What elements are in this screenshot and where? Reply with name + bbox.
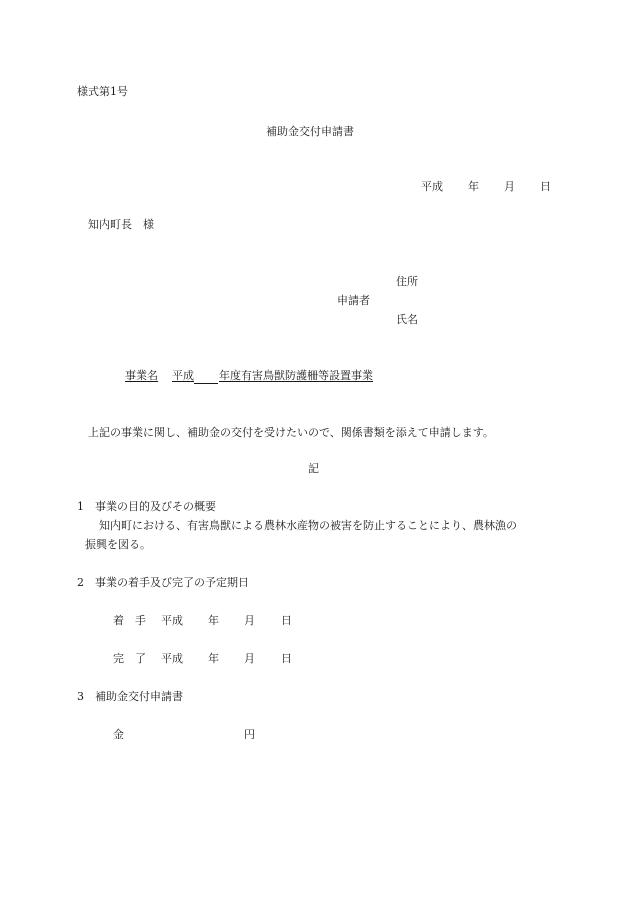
amount-yen: 円 [244,728,255,741]
section-1-line2: 振興を図る。 [85,538,151,551]
date-year: 年 [468,180,479,193]
applicant-label: 申請者 [337,294,370,307]
finish-day: 日 [281,652,292,665]
project-label: 事業名 [125,369,158,382]
amount-kin: 金 [113,728,124,741]
section-1-line1: 知内町における、有害鳥獣による農林水産物の被害を防止することにより、農林漁の [99,519,517,532]
finish-label: 完 了 [113,652,146,665]
start-era: 平成 [161,614,183,627]
section-2-title: 2 事業の着手及び完了の予定期日 [77,576,249,589]
date-month: 月 [504,180,515,193]
start-label: 着 手 [113,614,146,627]
finish-month: 月 [244,652,255,665]
project-era-blank [194,369,218,384]
project-title: 年度有害鳥獣防護柵等設置事業 [219,369,373,382]
addressee: 知内町長 様 [88,218,154,231]
section-1-title: 1 事業の目的及びその概要 [77,500,216,513]
finish-era: 平成 [161,652,183,665]
date-era: 平成 [421,180,443,193]
date-day: 日 [540,180,551,193]
address-label: 住所 [396,275,418,288]
body-text: 上記の事業に関し、補助金の交付を受けたいので、関係書類を添えて申請します。 [88,426,494,439]
ki-heading: 記 [308,462,319,475]
document-title: 補助金交付申請書 [266,125,354,138]
start-day: 日 [281,614,292,627]
start-month: 月 [244,614,255,627]
start-year: 年 [208,614,219,627]
form-number: 様式第1号 [77,85,128,98]
finish-year: 年 [208,652,219,665]
name-label: 氏名 [396,313,418,326]
project-era: 平成 [172,369,194,382]
section-3-title: 3 補助金交付申請書 [77,690,183,703]
